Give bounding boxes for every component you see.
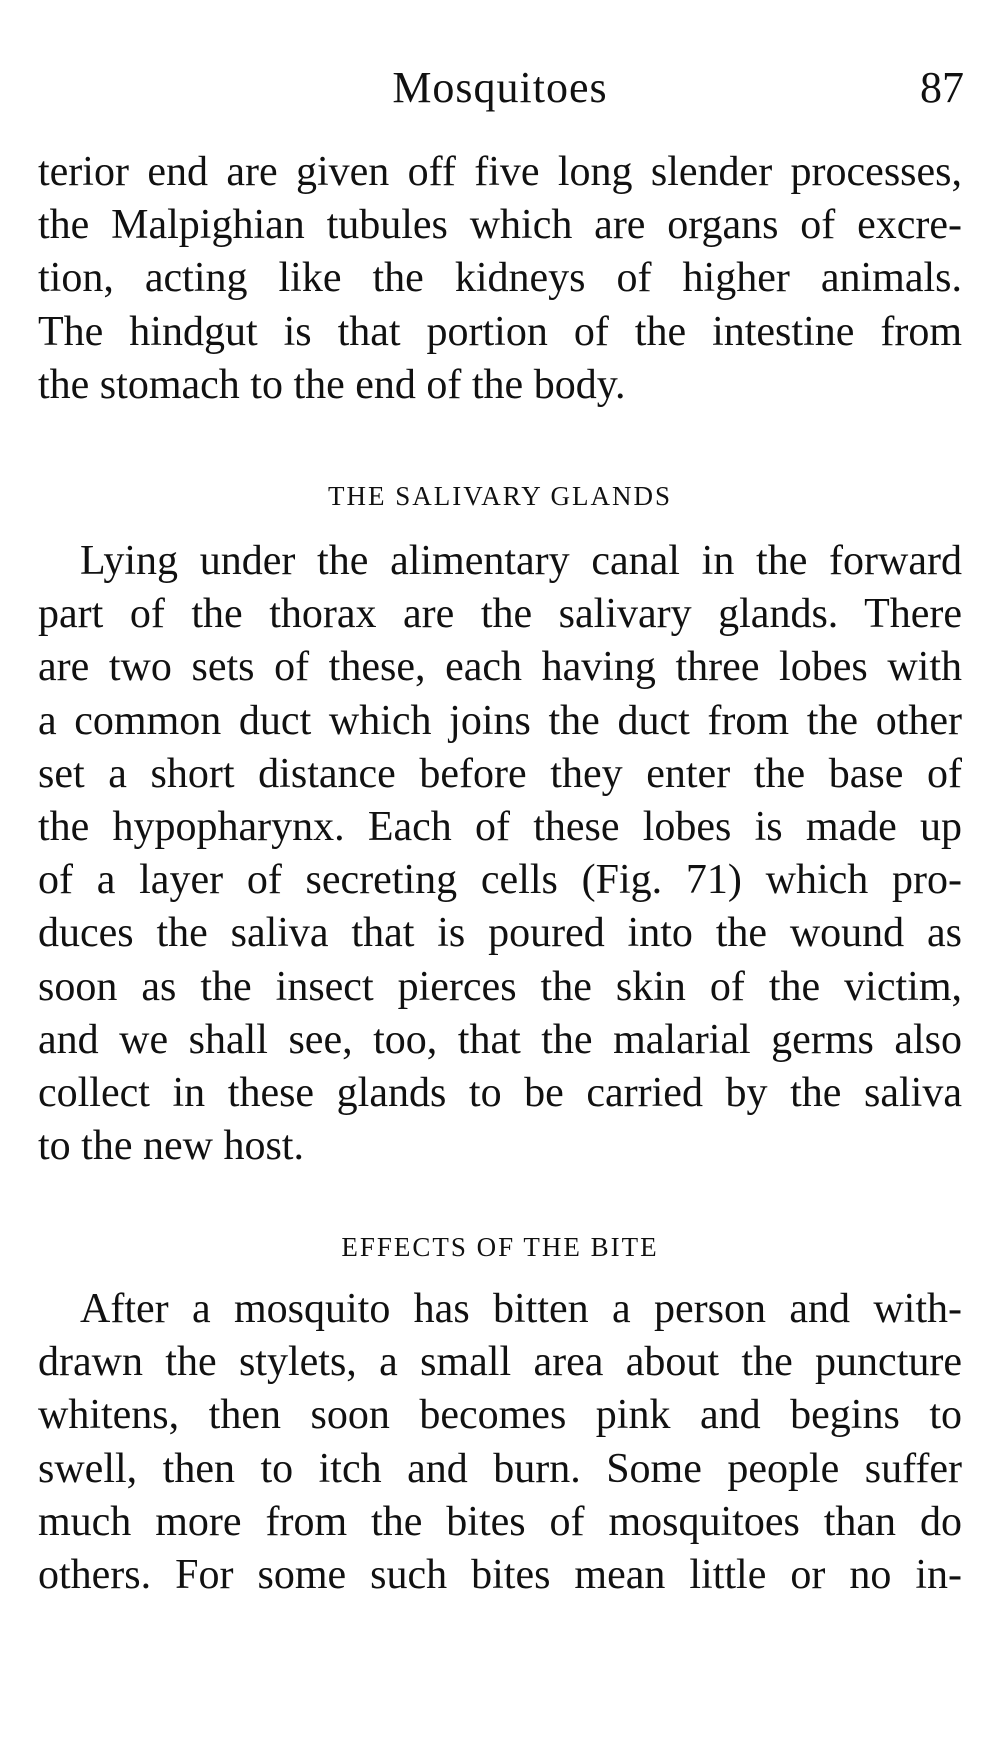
text-line: Lying under the alimentary canal in the forward xyxy=(80,538,962,584)
text-line: collect in these glands to be carried by the saliva xyxy=(38,1069,962,1116)
text-line: much more from the bites of mosquitoes than do xyxy=(38,1498,962,1545)
text-line: After a mosquito has bitten a person and with- xyxy=(80,1286,962,1332)
text-line: the stomach to the end of the body. xyxy=(38,361,626,408)
text-line: to the new host. xyxy=(38,1123,304,1170)
text-line: the Malpighian tubules which are organs of excre- xyxy=(38,202,962,249)
text-line: whitens, then soon becomes pink and begins to xyxy=(38,1392,962,1439)
page-number: 87 xyxy=(920,63,964,112)
text-line: and we shall see, too, that the malarial germs also xyxy=(38,1016,962,1063)
paragraph-continued xyxy=(38,146,962,412)
text-line: soon as the insect pierces the skin of the victim, xyxy=(38,963,962,1010)
text-line: a common duct which joins the duct from the other xyxy=(38,697,962,744)
running-head xyxy=(0,58,1000,118)
paragraph-salivary-glands xyxy=(38,535,962,1173)
text-line: tion, acting like the kidneys of higher animals. xyxy=(38,255,962,302)
text-line: of a layer of secreting cells (Fig. 71) which pro- xyxy=(38,857,962,904)
text-line: duces the saliva that is poured into the wound as xyxy=(38,910,962,957)
text-line: drawn the stylets, a small area about the puncture xyxy=(38,1339,962,1386)
text-line: swell, then to itch and burn. Some people suffer xyxy=(38,1445,962,1492)
section-heading-effects-of-bite: EFFECTS OF THE BITE xyxy=(341,1232,659,1262)
text-line: are two sets of these, each having three lobes with xyxy=(38,644,962,691)
section-heading-salivary-glands: THE SALIVARY GLANDS xyxy=(327,481,673,511)
text-line: others. For some such bites mean little or no in- xyxy=(38,1551,962,1598)
text-line: terior end are given off five long slender processes, xyxy=(38,149,962,195)
text-line: the hypopharynx. Each of these lobes is made up xyxy=(38,803,962,850)
text-line: part of the thorax are the salivary glands. There xyxy=(38,591,962,638)
text-line: The hindgut is that portion of the intestine from xyxy=(38,308,962,355)
running-title: Mosquitoes xyxy=(392,63,608,112)
text-line: set a short distance before they enter the base of xyxy=(38,750,962,797)
paragraph-effects-of-bite xyxy=(38,1283,962,1602)
